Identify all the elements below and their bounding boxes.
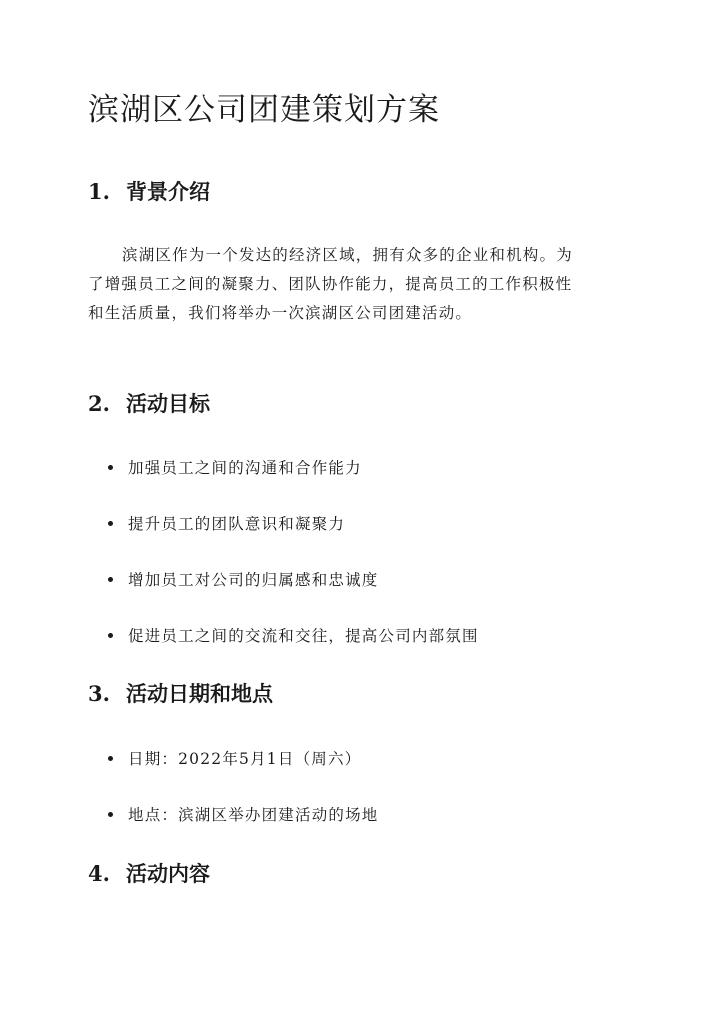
list-item [108, 568, 379, 590]
list-item [108, 456, 362, 478]
background-paragraph [88, 241, 636, 328]
bullet-icon [108, 521, 113, 526]
paragraph-line: 了增强员工之间的凝聚力、团队协作能力，提高员工的工作积极性 [88, 275, 573, 293]
section-number: 2. [88, 391, 110, 416]
section-title: 活动目标 [126, 391, 210, 416]
list-item-text: 增加员工对公司的归属感和忠诚度 [128, 571, 379, 589]
list-item [108, 747, 361, 769]
section-heading-goals [88, 388, 210, 418]
list-item-text: 日期：2022年5月1日（周六） [128, 750, 362, 768]
section-title: 背景介绍 [126, 179, 210, 204]
bullet-icon [108, 812, 113, 817]
list-item [108, 803, 379, 825]
paragraph-line: 滨湖区作为一个发达的经济区域，拥有众多的企业和机构。为 [122, 246, 573, 264]
section-title: 活动日期和地点 [126, 681, 273, 706]
list-item [108, 624, 479, 646]
section-number: 1. [88, 179, 110, 204]
list-item-text: 加强员工之间的沟通和合作能力 [128, 459, 362, 477]
section-title: 活动内容 [126, 861, 210, 886]
section-number: 3. [88, 681, 110, 706]
bullet-icon [108, 465, 113, 470]
list-item [108, 512, 345, 534]
section-heading-date-location [88, 678, 273, 708]
section-number: 4. [88, 861, 110, 886]
section-heading-background [88, 176, 210, 206]
paragraph-line: 和生活质量，我们将举办一次滨湖区公司团建活动。 [88, 304, 473, 322]
section-heading-content [88, 858, 210, 888]
list-item-text: 地点：滨湖区举办团建活动的场地 [128, 806, 379, 824]
list-item-text: 提升员工的团队意识和凝聚力 [128, 515, 346, 533]
document-title: 滨湖区公司团建策划方案 [88, 92, 440, 128]
list-item-text: 促进员工之间的交流和交往，提高公司内部氛围 [128, 627, 479, 645]
bullet-icon [108, 756, 113, 761]
bullet-icon [108, 633, 113, 638]
bullet-icon [108, 577, 113, 582]
